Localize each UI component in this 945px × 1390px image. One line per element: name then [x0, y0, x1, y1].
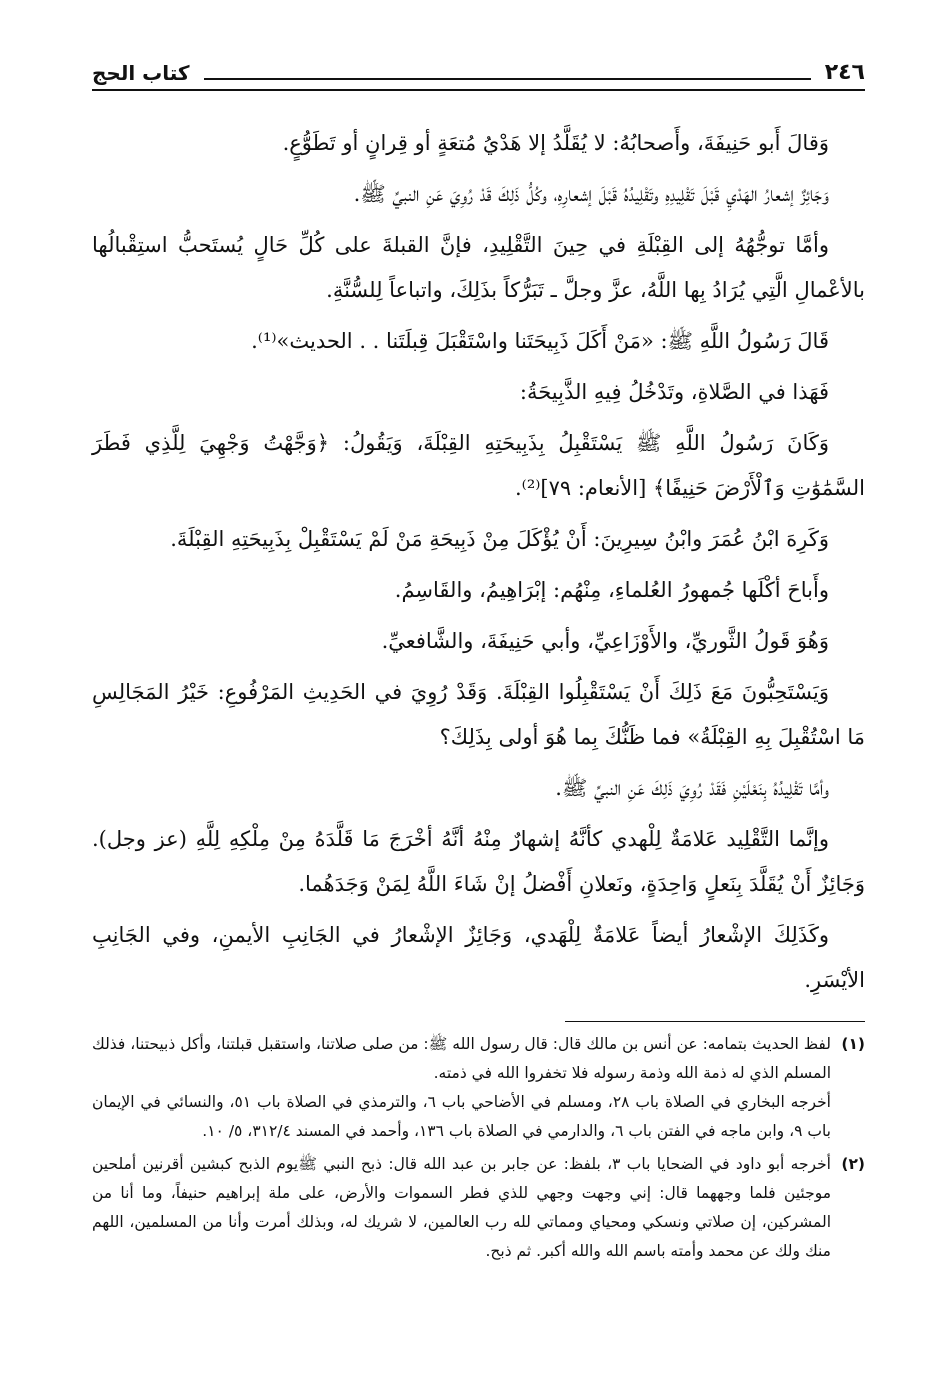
page-number: ٢٤٦: [824, 60, 865, 85]
paragraph: وأمَّا تَقْلِيدُهُ بِنَعْلَيْنِ فَقَدْ رُوِيَ ذَلِكَ عَنِ النبيِّ ﷺ.: [555, 776, 829, 800]
footnote-text: أخرجه أبو داود في الضحايا باب ٣، بلفظ: عن جابر بن عبد الله قال: ذبح النبي ﷺيوم الذبح كبشين أقرنين أملحين موجئين فلما وجههما قال: إني وجهت وجهي للذي فطر السموات والأرض، على ملة إبراهيم حنيفاً، وما أنا من المشركين، إن صلاتي ونسكي ومحياي ومماتي لله رب العالمين، لا شريك له، وبذلك أمرت وأنا من المسلمين، اللهم منك ولك عن محمد وأمته باسم الله والله أكبر. ثم ذبح.: [92, 1155, 831, 1260]
paragraph: فَهَذا في الصَّلاةِ، وتَدْخُلُ فِيهِ الذَّبِيحَةُ:: [519, 380, 829, 404]
header-rule: [204, 78, 811, 80]
paragraph: وأَباحَ أكْلَها جُمهورُ العُلماءِ، مِنْهُم: إبْرَاهِيمُ، والقَاسِمُ.: [394, 578, 829, 602]
paragraph: وَيَسْتَحِبُّونَ مَعَ ذَلِكَ أَنْ يَسْتَقْبِلُوا القِبْلَةَ. وَقَدْ رُوِيَ في الحَدِيثِ المَرْفُوعِ: خَيْرُ المَجَالِسِ مَا اسْتُقْبِلَ بِهِ القِبْلَةُ» فما ظَنُّكَ بِما هُوَ أولى بِذَلِكَ؟: [92, 680, 865, 749]
paragraph: وأمَّا توجُّهُهُ إلى القِبْلَةِ في حِينَ التَّقْلِيدِ، فإنَّ القبلةَ على كُلِّ حَالٍ يُستَحبُّ استِقْبالُها بالأعْمالِ الَّتِي يُرَادُ بِها اللَّهُ، عزَّ وجلَّ ـ تَبَرُّكاً بذَلِكَ، واتباعاً لِلسُّنَّةِ.: [92, 233, 865, 302]
footnote-text: أخرجه البخاري في الصلاة باب ٢٨، ومسلم في الأضاحي باب ٦، والترمذي في الصلاة باب ٥١، والنسائي في الإيمان باب ٩، وابن ماجه في الفتن باب ٦، والدارمي في الصلاة باب ١٣٦، وأحمد في المسند ٣١٢/٤، ٥/ ١٠.: [92, 1093, 831, 1140]
footnote-body: [92, 1030, 831, 1146]
footnote-text: لفظ الحديث بتمامه: عن أنس بن مالك قال: قال رسول الله ﷺ: من صلى صلاتنا، واستقبل قبلتنا، وأكل ذبيحتنا، فذلك المسلم الذي له ذمة الله وذمة رسوله فلا تخفروا الله في ذمته.: [92, 1035, 831, 1082]
paragraph: قَالَ رَسُولُ اللَّهِ ﷺ: «مَنْ أَكَلَ ذَبِيحَتَنا واسْتَقْبَلَ قِبلَتَنا . . الحديث»⁽¹⁾.: [251, 329, 829, 353]
paragraph: وَكَانَ رَسُولُ اللَّهِ ﷺ يَسْتَقْبِلُ بِذَبِيحَتِهِ القِبْلَةَ، وَيَقُولُ: ﴿وَجَّهْتُ وَجْهِيَ لِلَّذِي فَطَرَ السَّمَٰوَٰتِ وَٱلْأَرْضَ حَنِيفًا﴾ [الأنعام: ٧٩]⁽²⁾.: [92, 431, 865, 500]
footnote-number: (٢): [841, 1155, 865, 1173]
footnote-2: [92, 1150, 865, 1266]
main-text: [92, 121, 865, 1003]
footnotes: [92, 1030, 865, 1266]
running-title: كتاب الحج: [92, 61, 190, 85]
footnote-1: [92, 1030, 865, 1146]
paragraph: وكَذَلِكَ الإشْعارُ أيضاً عَلامَةٌ لِلْهَدي، وَجَائِزٌ الإشْعارُ في الجَانِبِ الأيمنِ، وفي الجَانِبِ الأيْسَرِ.: [92, 923, 865, 992]
paragraph: وَهُوَ قَولُ الثَّوريِّ، والأَوْزَاعِيِّ، وأبي حَنِيفَةَ، والشَّافعيِّ.: [381, 629, 829, 653]
page-header: [92, 48, 865, 91]
book-page: [92, 48, 865, 1378]
footnote-number: (١): [841, 1035, 865, 1053]
footnote-separator: [565, 1021, 865, 1022]
paragraph: وَجَائِزٌ إشعارُ الهَدْيِ قَبْلَ تَقْلِيدِهِ وتَقْلِيدُهُ قَبْلَ إشعارِهِ، وكُلُّ ذَلِكَ قَدْ رُوِيَ عَنِ النبيِّ ﷺ.: [353, 182, 829, 206]
footnote-body: [92, 1150, 831, 1266]
paragraph: وَقالَ أَبو حَنِيفَةَ، وأَصحابُهُ: لا يُقَلَّدُ إلا هَدْيُ مُتعَةٍ أو قِرانٍ أو تَطَوُّعٍ.: [282, 131, 829, 155]
paragraph: وإنَّما التَّقْلِيد عَلامَةٌ لِلْهدي كأنَّهُ إشهارٌ مِنْهُ أنَّهُ أخْرَجَ مَا قَلَّدَهُ مِنْ مِلْكِهِ لِلَّهِ (عز وجل). وَجَائِزٌ أَنْ يُقَلَّدَ بِنَعلٍ وَاحِدَةٍ، ونَعلانِ أَفْضلُ إنْ شَاءَ اللَّهُ لِمَنْ وَجَدَهُما.: [92, 827, 865, 896]
paragraph: وَكَرِهَ ابْنُ عُمَرَ وابْنُ سِيرِينَ: أَنْ يُؤْكَلَ مِنْ ذَبِيحَةِ مَنْ لَمْ يَسْتَقْبِلْ بِذَبِيحَتِهِ القِبْلَةَ.: [170, 527, 829, 551]
